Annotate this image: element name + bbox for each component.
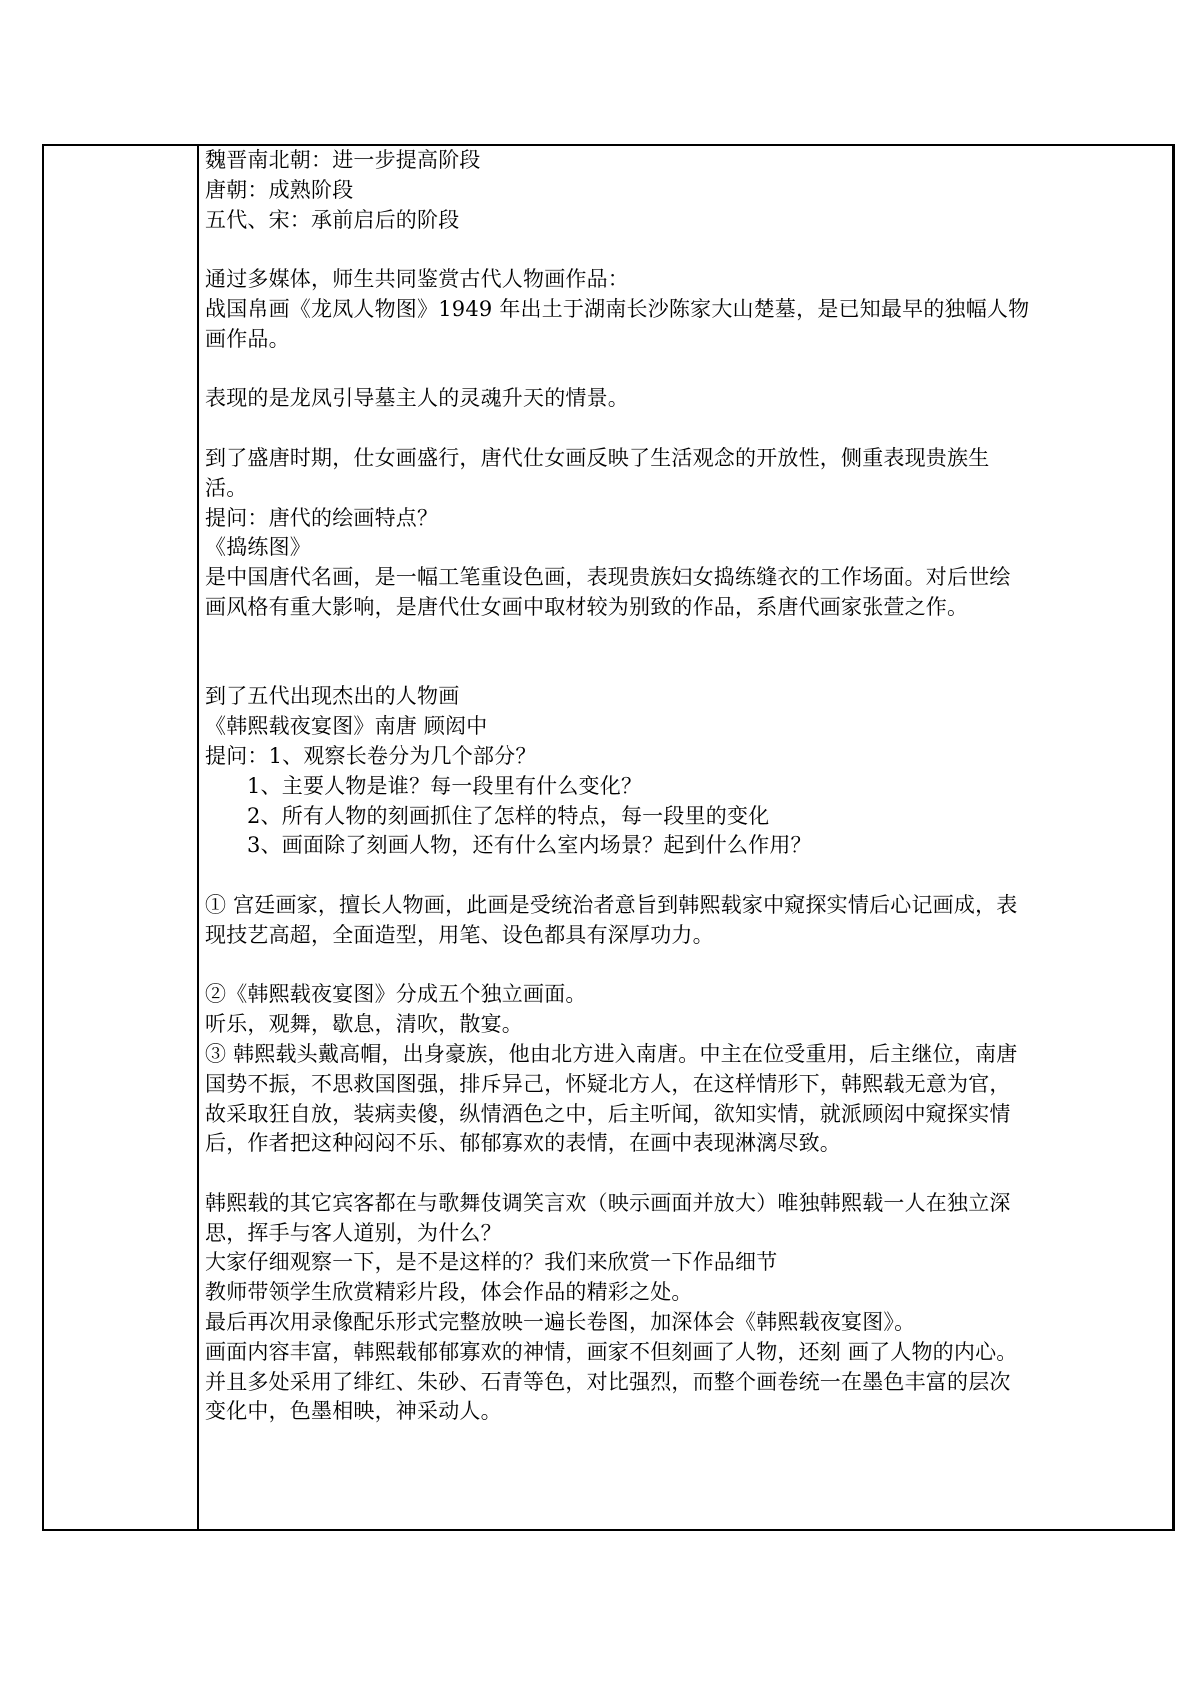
blank-line bbox=[205, 355, 1165, 385]
text-line: 提问：唐代的绘画特点？ bbox=[205, 505, 439, 530]
blank-line bbox=[205, 951, 1165, 981]
text-line: 《捣练图》 bbox=[205, 535, 311, 560]
blank-line bbox=[205, 623, 1165, 683]
text-line: 后，作者把这种闷闷不乐、郁郁寡欢的表情，在画中表现淋漓尽致。 bbox=[205, 1131, 841, 1156]
text-line: ③ 韩熙载头戴高帽，出身豪族，他由北方进入南唐。中主在位受重用，后主继位，南唐 bbox=[205, 1041, 1018, 1066]
text-line: 韩熙载的其它宾客都在与歌舞伎调笑言欢（映示画面并放大）唯独韩熙载一人在独立深 bbox=[205, 1190, 1011, 1215]
text-line: 画面内容丰富，韩熙载郁郁寡欢的神情，画家不但刻画了人物，还刻 画了人物的内心。 bbox=[205, 1339, 1018, 1364]
text-line: 《韩熙载夜宴图》南唐 顾闳中 bbox=[205, 714, 488, 739]
text-line: 表现的是龙凤引导墓主人的灵魂升天的情景。 bbox=[205, 386, 629, 411]
text-line: ① 宫廷画家，擅长人物画，此画是受统治者意旨到韩熙载家中窥探实情后心记画成，表 bbox=[205, 892, 1018, 917]
text-line: 画风格有重大影响，是唐代仕女画中取材较为别致的作品，系唐代画家张萱之作。 bbox=[205, 594, 969, 619]
text-line: 到了盛唐时期，仕女画盛行，唐代仕女画反映了生活观念的开放性，侧重表现贵族生 bbox=[205, 445, 990, 470]
blank-line bbox=[205, 235, 1165, 265]
text-line: 教师带领学生欣赏精彩片段，体会作品的精彩之处。 bbox=[205, 1280, 693, 1305]
text-line: 五代、宋：承前启后的阶段 bbox=[205, 207, 460, 232]
text-line: 战国帛画《龙凤人物图》1949 年出土于湖南长沙陈家大山楚墓，是已知最早的独幅人物 bbox=[205, 296, 1030, 321]
lesson-content-cell bbox=[205, 146, 1165, 1427]
text-line: 最后再次用录像配乐形式完整放映一遍长卷图，加深体会《韩熙载夜宴图》。 bbox=[205, 1310, 916, 1335]
text-line: 并且多处采用了绯红、朱砂、石青等色，对比强烈，而整个画卷统一在墨色丰富的层次 bbox=[205, 1369, 1011, 1394]
text-line: 故采取狂自放，装病卖傻，纵情酒色之中，后主听闻，欲知实情，就派顾闳中窥探实情 bbox=[205, 1101, 1011, 1126]
blank-line bbox=[205, 414, 1165, 444]
question-line: 1、主要人物是谁？每一段里有什么变化？ bbox=[247, 773, 643, 798]
text-line: 提问：1、观察长卷分为几个部分？ bbox=[205, 743, 537, 768]
text-line: 到了五代出现杰出的人物画 bbox=[205, 684, 460, 709]
text-line: 思，挥手与客人道别，为什么？ bbox=[205, 1220, 502, 1245]
text-line: 活。 bbox=[205, 475, 248, 500]
blank-line bbox=[205, 861, 1165, 891]
text-line: 国势不振，不思救国图强，排斥异己，怀疑北方人，在这样情形下，韩熙载无意为官， bbox=[205, 1071, 1011, 1096]
question-line: 2、所有人物的刻画抓住了怎样的特点，每一段里的变化 bbox=[247, 803, 770, 828]
text-line: ②《韩熙载夜宴图》分成五个独立画面。 bbox=[205, 982, 587, 1007]
lesson-table bbox=[42, 144, 1175, 1531]
column-divider bbox=[197, 146, 199, 1529]
text-line: 现技艺高超，全面造型，用笔、设色都具有深厚功力。 bbox=[205, 922, 714, 947]
text-line: 是中国唐代名画，是一幅工笔重设色画，表现贵族妇女捣练缝衣的工作场面。对后世绘 bbox=[205, 565, 1011, 590]
blank-line bbox=[205, 1159, 1165, 1189]
text-line: 变化中，色墨相映，神采动人。 bbox=[205, 1399, 502, 1424]
text-line: 画作品。 bbox=[205, 326, 290, 351]
left-column-cell bbox=[44, 146, 197, 1529]
text-line: 听乐，观舞，歇息，清吹，散宴。 bbox=[205, 1012, 523, 1037]
text-line: 大家仔细观察一下，是不是这样的？我们来欣赏一下作品细节 bbox=[205, 1250, 778, 1275]
text-line: 通过多媒体，师生共同鉴赏古代人物画作品： bbox=[205, 267, 629, 292]
question-line: 3、画面除了刻画人物，还有什么室内场景？起到什么作用？ bbox=[247, 833, 812, 858]
text-line: 唐朝：成熟阶段 bbox=[205, 177, 354, 202]
text-line: 魏晋南北朝：进一步提高阶段 bbox=[205, 148, 481, 172]
